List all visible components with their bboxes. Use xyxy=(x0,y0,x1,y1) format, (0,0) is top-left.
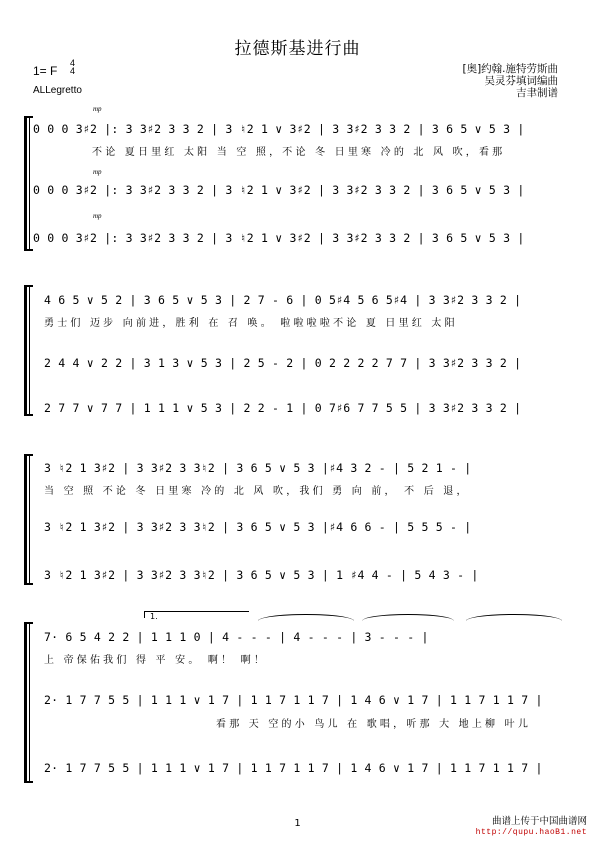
tempo-marking: ALLegretto xyxy=(33,85,82,96)
system-3-bracket-cap-bottom xyxy=(24,583,33,585)
system-1-bracket-cap-bottom xyxy=(24,249,33,251)
s4-part2-notes: 2· 1 7 7 5 5 | 1 1 1 ∨ 1 7 | 1 1 7 1 1 7 | 1 4 6 ∨ 1 7 | 1 1 7 1 1 7 | xyxy=(44,693,543,707)
s3-part2-notes: 3 ♮2 1 3♯2 | 3 3♯2 3 3♮2 | 3 6 5 ∨ 5 3 |♯4 6 6 - | 5 5 5 - | xyxy=(44,520,472,534)
dynamic-mark: mp xyxy=(93,168,102,176)
tie-arc-1 xyxy=(258,614,354,621)
system-4-bracket-cap-bottom xyxy=(24,781,33,783)
time-denominator: 4 xyxy=(70,66,76,76)
s2-part1-lyrics: 勇士们 迈步 向前进，胜利 在 召 唤。 啦啦啦啦不论 夏 日里红 太阳 xyxy=(44,318,458,329)
system-1-bracket-line xyxy=(29,116,30,250)
system-2-bracket-cap-top xyxy=(24,285,33,287)
dynamic-mark: mp xyxy=(93,105,102,113)
site-url[interactable]: http://qupu.haoB1.net xyxy=(475,828,587,837)
credit-composer: [奥]约翰.施特劳斯曲 xyxy=(462,63,558,75)
system-2-bracket xyxy=(24,285,27,415)
system-4-bracket-cap-top xyxy=(24,622,33,624)
system-2-bracket-cap-bottom xyxy=(24,414,33,416)
s1-part3-notes: 0 0 0 3♯2 |: 3 3♯2 3 3 2 | 3 ♮2 1 ∨ 3♯2 | 3 3♯2 3 3 2 | 3 6 5 ∨ 5 3 | xyxy=(33,231,525,245)
s4-part3-notes: 2· 1 7 7 5 5 | 1 1 1 ∨ 1 7 | 1 1 7 1 1 7 | 1 4 6 ∨ 1 7 | 1 1 7 1 1 7 | xyxy=(44,761,543,775)
system-2-bracket-line xyxy=(29,285,30,415)
system-4-bracket xyxy=(24,622,27,782)
s3-part3-notes: 3 ♮2 1 3♯2 | 3 3♯2 3 3♮2 | 3 6 5 ∨ 5 3 | 1 ♯4 4 - | 5 4 3 - | xyxy=(44,568,479,582)
tie-arc-2 xyxy=(362,614,454,621)
system-1-bracket xyxy=(24,116,27,250)
s1-part1-lyrics: 不论 夏日里红 太阳 当 空 照，不论 冬 日里寒 冷的 北 风 吹，看那 xyxy=(92,147,506,158)
volta-bracket xyxy=(144,611,249,618)
s2-part2-notes: 2 4 4 ∨ 2 2 | 3 1 3 ∨ 5 3 | 2 5 - 2 | 0 2 2 2 2 7 7 | 3 3♯2 3 3 2 | xyxy=(44,356,522,370)
system-1-bracket-cap-top xyxy=(24,116,33,118)
s1-part1-notes: 0 0 0 3♯2 |: 3 3♯2 3 3 2 | 3 ♮2 1 ∨ 3♯2 | 3 3♯2 3 3 2 | 3 6 5 ∨ 5 3 | xyxy=(33,122,525,136)
system-4-bracket-line xyxy=(29,622,30,782)
page-title: 拉德斯基进行曲 xyxy=(234,39,361,59)
s4-part2-lyrics: 看那 天 空的小 鸟儿 在 歌唱，听那 大 地上柳 叶儿 xyxy=(216,719,532,730)
system-3-bracket-line xyxy=(29,454,30,584)
key-signature: 1= F xyxy=(33,64,58,78)
system-3-bracket xyxy=(24,454,27,584)
s4-part1-lyrics: 上 帝保佑我们 得 平 安。 啊！ 啊！ xyxy=(44,655,268,666)
site-watermark xyxy=(476,816,587,838)
s1-part2-notes: 0 0 0 3♯2 |: 3 3♯2 3 3 2 | 3 ♮2 1 ∨ 3♯2 | 3 3♯2 3 3 2 | 3 6 5 ∨ 5 3 | xyxy=(33,183,525,197)
tie-arc-3 xyxy=(466,614,562,621)
system-3-bracket-cap-top xyxy=(24,454,33,456)
page-number: 1 xyxy=(294,818,301,829)
site-name: 曲谱上传于中国曲谱网 xyxy=(491,816,587,827)
dynamic-mark: mp xyxy=(93,212,102,220)
credit-lyricist: 吴灵芬填词编曲 xyxy=(484,75,558,87)
s4-part1-notes: 7· 6 5 4 2 2 | 1 1 1 0 | 4 - - - | 4 - - - | 3 - - - | xyxy=(44,630,429,644)
time-signature xyxy=(70,59,75,75)
s3-part1-lyrics: 当 空 照 不论 冬 日里寒 冷的 北 风 吹，我们 勇 向 前， 不 后 退， xyxy=(44,486,470,497)
s3-part1-notes: 3 ♮2 1 3♯2 | 3 3♯2 3 3♮2 | 3 6 5 ∨ 5 3 |♯4 3 2 - | 5 2 1 - | xyxy=(44,461,472,475)
credit-transcriber: 吉聿制谱 xyxy=(516,87,558,99)
s2-part3-notes: 2 7 7 ∨ 7 7 | 1 1 1 ∨ 5 3 | 2 2 - 1 | 0 7♯6 7 7 5 5 | 3 3♯2 3 3 2 | xyxy=(44,401,522,415)
volta-label: 1. xyxy=(150,612,158,621)
time-numerator: 4 xyxy=(70,58,76,68)
s2-part1-notes: 4 6 5 ∨ 5 2 | 3 6 5 ∨ 5 3 | 2 7 - 6 | 0 5♯4 5 6 5♯4 | 3 3♯2 3 3 2 | xyxy=(44,293,522,307)
